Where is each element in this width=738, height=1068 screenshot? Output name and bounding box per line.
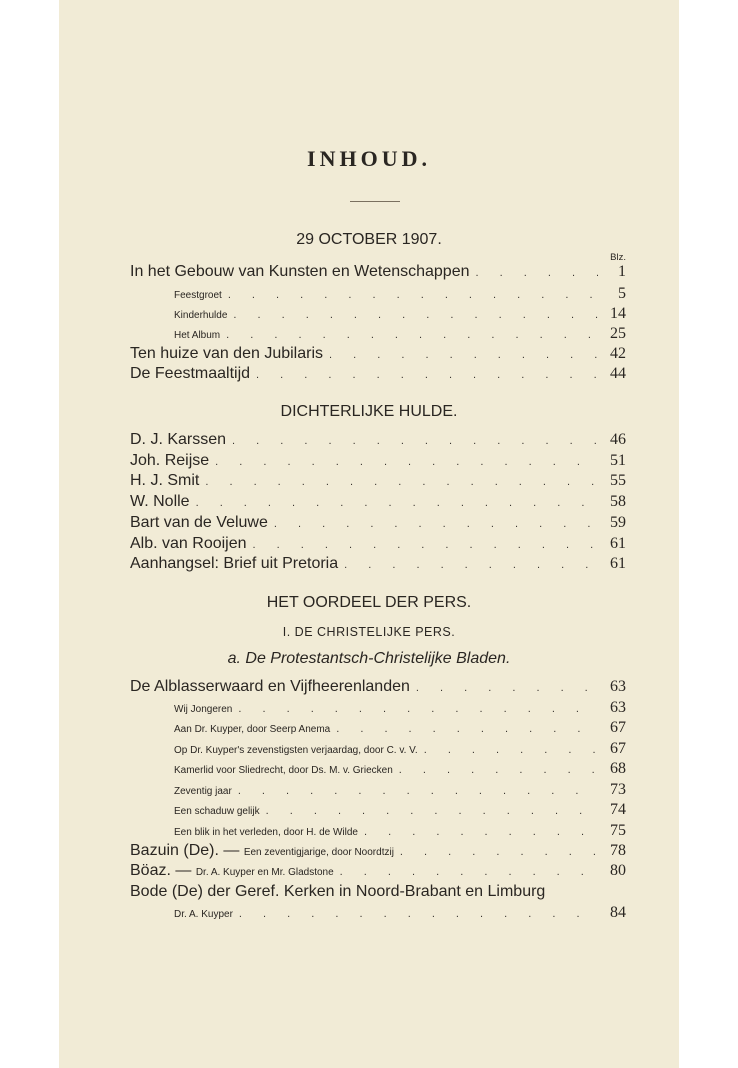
toc-subentry: Dr. A. Kuyper . . . 84 xyxy=(174,904,626,922)
dot-leader xyxy=(239,908,598,920)
toc-entry: D. J. Karssen . . . 46 xyxy=(130,431,626,449)
dot-leader xyxy=(400,846,598,858)
toc-entry: W. Nolle . . . 58 xyxy=(130,493,626,511)
toc-entry: Aanhangsel: Brief uit Pretoria . . . 61 xyxy=(130,555,626,573)
toc-subentry: Het Album . . . 25 xyxy=(174,325,626,343)
dot-leader xyxy=(274,518,598,530)
page-title: INHOUD. xyxy=(307,146,431,171)
dot-leader xyxy=(340,866,598,878)
page-column-label: Blz. xyxy=(610,252,626,263)
toc-entry: Bart van de Veluwe . . . 59 xyxy=(130,514,626,532)
dot-leader xyxy=(329,349,598,361)
toc-entry: De Feestmaaltijd . . . 44 xyxy=(130,365,626,383)
toc-subentry: Kamerlid voor Sliedrecht, door Ds. M. v. Griecken . . . 68 xyxy=(174,760,626,778)
book-page xyxy=(59,0,679,1068)
dot-leader xyxy=(196,497,598,509)
dot-leader xyxy=(253,539,598,551)
dot-leader xyxy=(266,805,598,817)
subsection-heading: I. DE CHRISTELIJKE PERS. xyxy=(282,625,456,639)
dot-leader xyxy=(416,682,598,694)
title-divider xyxy=(350,201,400,202)
toc-subentry: Aan Dr. Kuyper, door Seerp Anema . . . 67 xyxy=(174,719,626,737)
toc-subentry: Een schaduw gelijk . . . 74 xyxy=(174,801,626,819)
dot-leader xyxy=(226,329,598,341)
toc-entry: De Alblasserwaard en Vijfheerenlanden . . . 63 xyxy=(130,678,626,696)
dot-leader xyxy=(233,309,598,321)
toc-subentry: Op Dr. Kuyper's zevenstigsten verjaardag, door C. v. V. . . . 67 xyxy=(174,740,626,758)
subsection-italic-heading: a. De Protestantsch-Christelijke Bladen. xyxy=(227,650,511,667)
dot-leader xyxy=(399,764,598,776)
toc-entry: Joh. Reijse . . . 51 xyxy=(130,452,626,470)
dot-leader xyxy=(238,785,598,797)
toc-subentry: Feestgroet . . . 5 xyxy=(174,285,626,303)
toc-entry: In het Gebouw van Kunsten en Wetenschappen . . . 1 xyxy=(130,263,626,281)
toc-entry: Bazuin (De). — Een zeventigjarige, door Noordtzij . . . 78 xyxy=(130,842,626,860)
section-heading-oordeel-der-pers: HET OORDEEL DER PERS. xyxy=(266,594,472,611)
dot-leader xyxy=(215,456,598,468)
dot-leader xyxy=(336,723,598,735)
dot-leader xyxy=(344,559,598,571)
toc-entry: Bode (De) der Geref. Kerken in Noord-Brabant en Limburg xyxy=(130,883,546,900)
dot-leader xyxy=(476,267,599,279)
toc-subentry: Wij Jongeren . . . 63 xyxy=(174,699,626,717)
dot-leader xyxy=(424,744,598,756)
toc-entry: Ten huize van den Jubilaris . . . 42 xyxy=(130,345,626,363)
toc-entry: Alb. van Rooijen . . . 61 xyxy=(130,535,626,553)
dot-leader xyxy=(256,369,598,381)
toc-subentry: Kinderhulde . . . 14 xyxy=(174,305,626,323)
toc-entry: H. J. Smit . . . 55 xyxy=(130,472,626,490)
section-heading-date: 29 OCTOBER 1907. xyxy=(296,231,442,248)
dot-leader xyxy=(238,703,598,715)
toc-subentry: Zeventig jaar . . . 73 xyxy=(174,781,626,799)
toc-subentry: Een blik in het verleden, door H. de Wilde . . . 75 xyxy=(174,822,626,840)
dot-leader xyxy=(205,476,598,488)
dot-leader xyxy=(228,289,598,301)
dot-leader xyxy=(364,826,598,838)
dot-leader xyxy=(232,435,598,447)
toc-entry: Böaz. — Dr. A. Kuyper en Mr. Gladstone . . . 80 xyxy=(130,862,626,880)
section-heading-dichterlijke-hulde: DICHTERLIJKE HULDE. xyxy=(280,403,458,420)
